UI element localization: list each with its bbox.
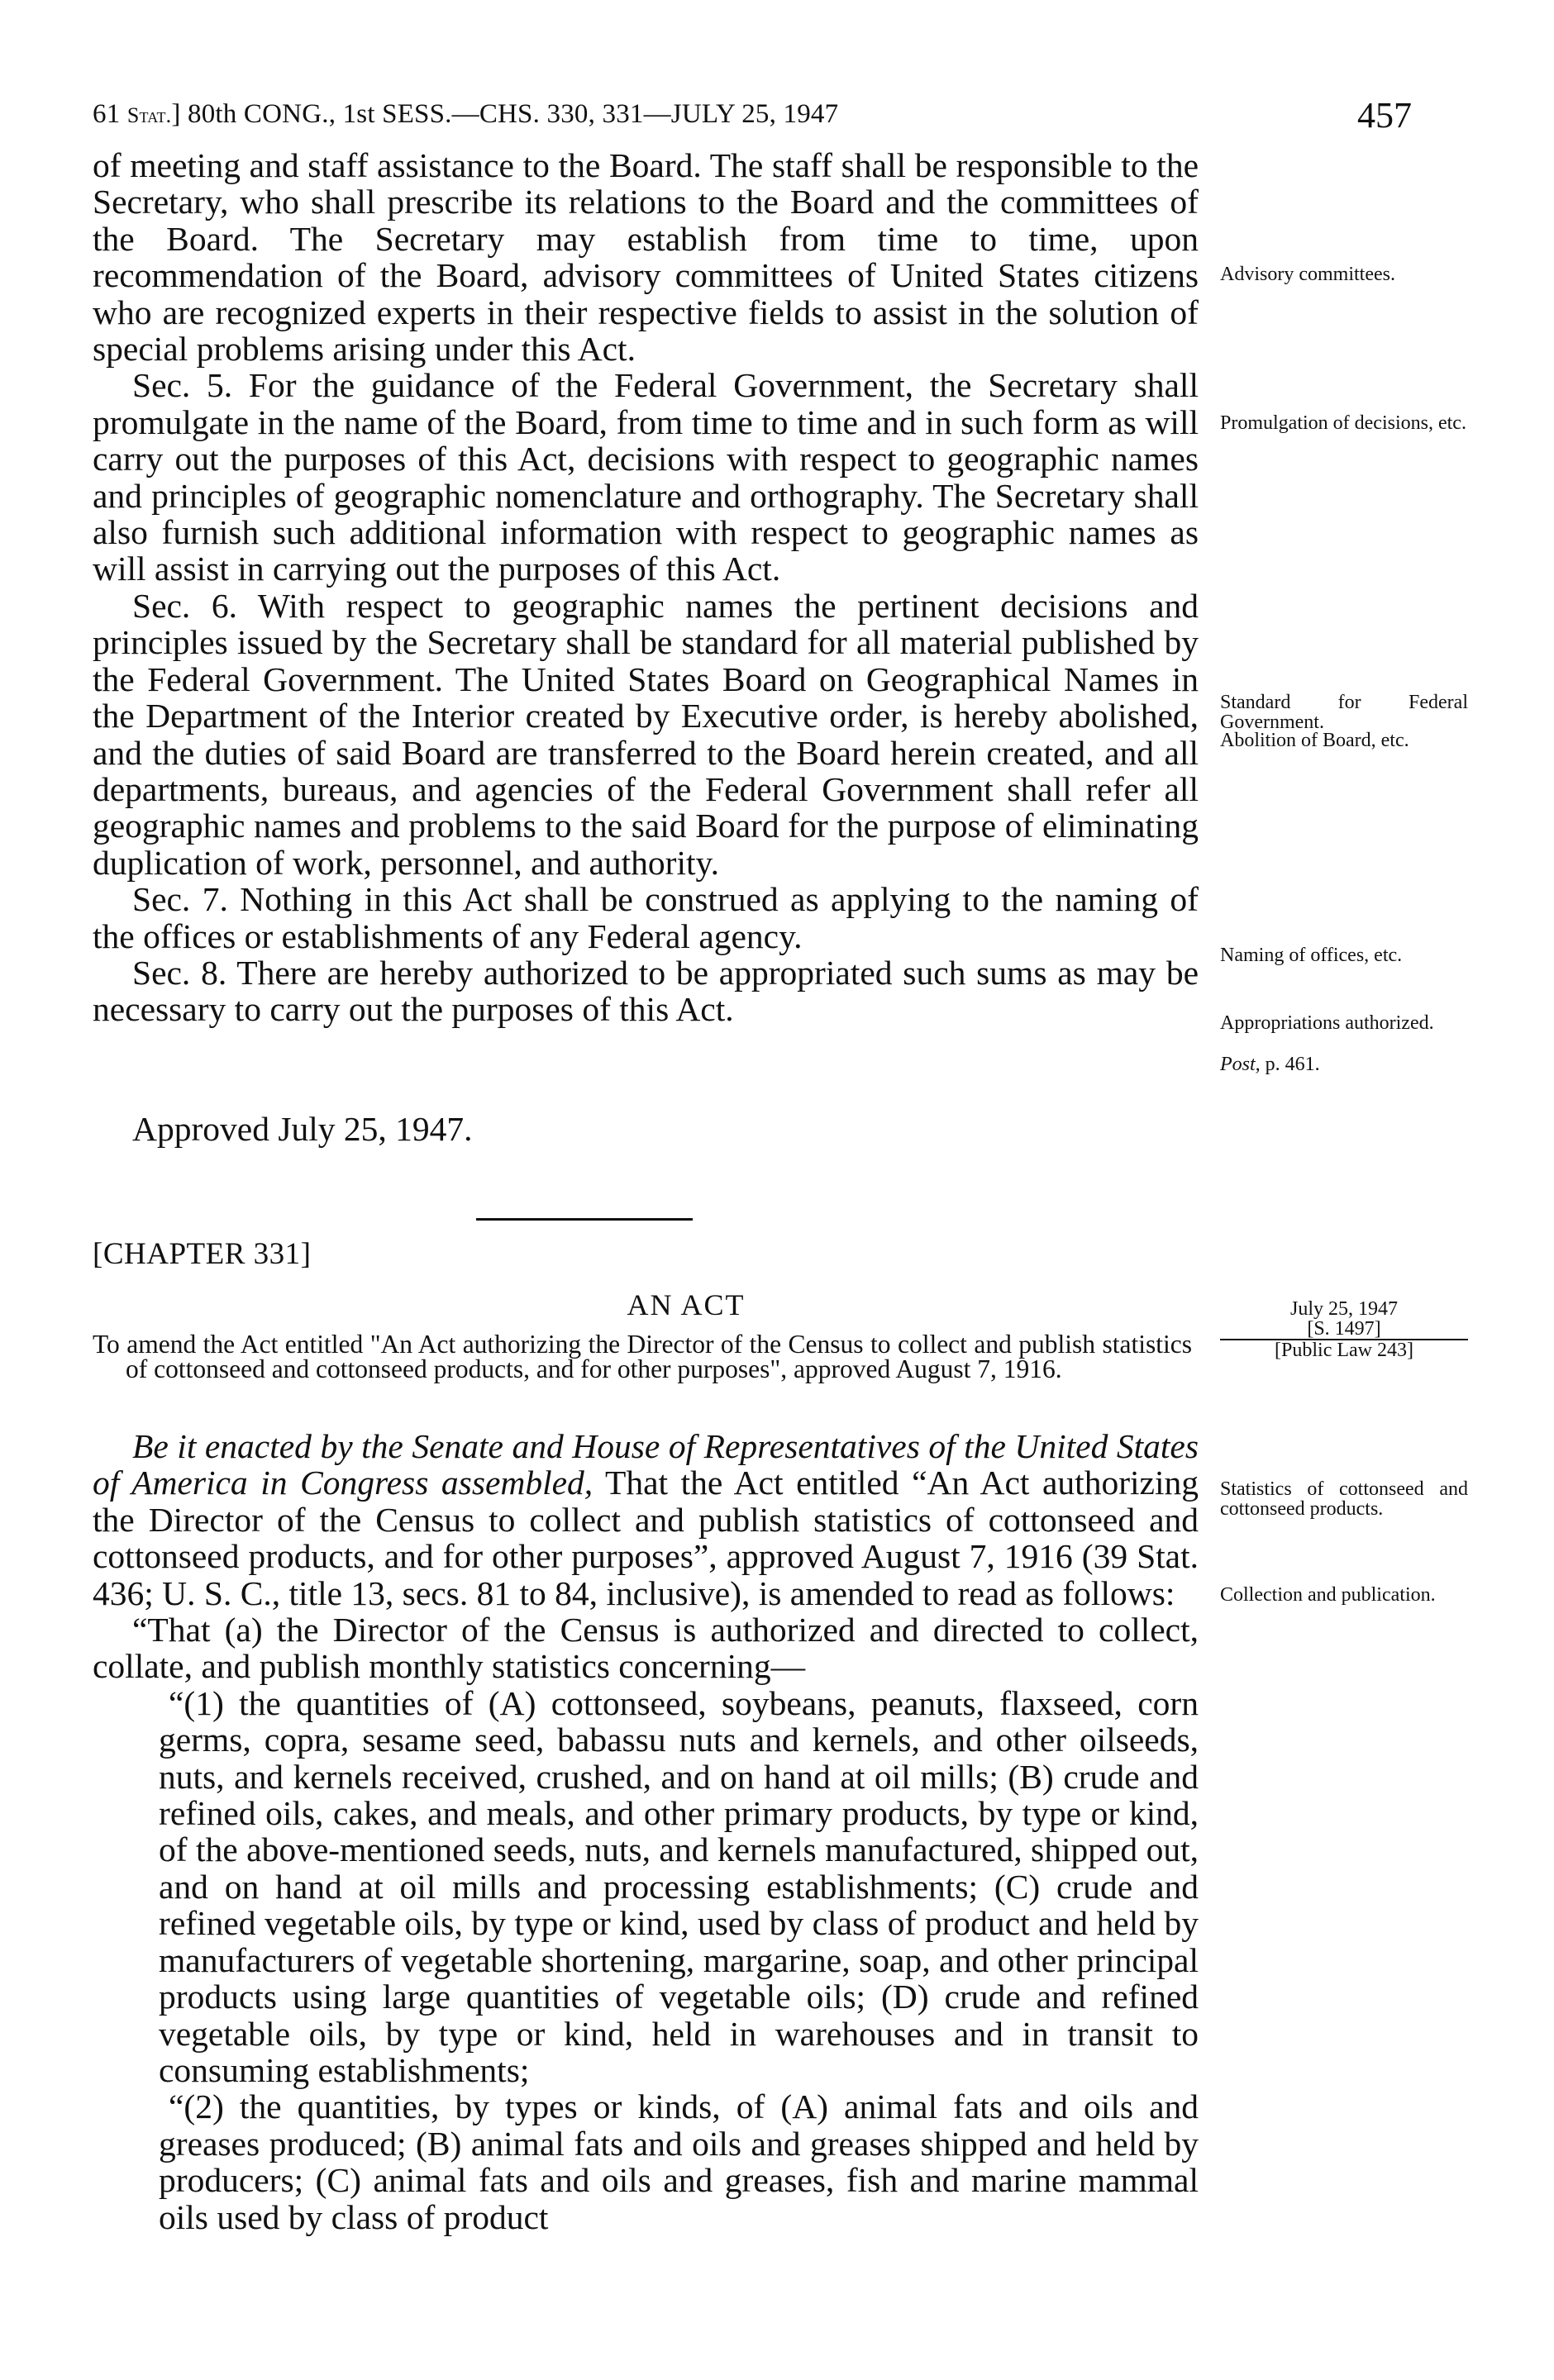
paragraph-sec-5: Sec. 5. For the guidance of the Federal Government, the Secretary shall promulgate in the name of the Board, from time to time and in such form as will carry out the purposes of this Act, decisions with respect to geographic names and principles of geographic nomenclature and orthography. The Secretary shall also furnish such additional information with respect to geographic names as will assist in carrying out the purposes of this Act. xyxy=(93,366,1199,588)
separator-rule xyxy=(476,1218,693,1221)
margin-note-standard: Standard for Federal Government. xyxy=(1220,692,1468,733)
approved-line: Approved July 25, 1947. xyxy=(132,1110,473,1148)
running-head xyxy=(93,99,838,130)
margin-note-collection: Collection and publication. xyxy=(1220,1584,1436,1606)
act-title-text: To amend the Act entitled "An Act authorizing the Director of the Census to collect and publish statistics of cottonseed and cottonseed products, and for other purposes", approved August 7, 1916. xyxy=(93,1330,1192,1383)
page-number: 457 xyxy=(1357,95,1412,136)
statutes-abbrev: Stat. xyxy=(126,103,172,127)
margin-note-abolition: Abolition of Board, etc. xyxy=(1220,730,1409,751)
paragraph-continuation: of meeting and staff assistance to the Board. The staff shall be responsible to the Secretary, who shall prescribe its relations to the Board and the committees of the Board. The Secretary may establish from time to time, upon recommendation of the Board, advisory committees of United States citizens who are recognized experts in their respective fields to assist in the solution of special problems arising under this Act. xyxy=(93,146,1199,369)
act-title xyxy=(93,1332,1192,1382)
margin-note-promulgation: Promulgation of decisions, etc. xyxy=(1220,412,1466,434)
date-block xyxy=(1220,1299,1468,1360)
act-heading: AN ACT xyxy=(627,1288,746,1321)
margin-note-naming: Naming of offices, etc. xyxy=(1220,945,1403,966)
enacting-rest: That the Act entitled “An Act authorizing the Director of the Census to collect and publish statistics of cottonseed and cottonseed products, and for other purposes”, approved August 7, 1916 (39 Stat. 436; U. S. C., title 13, secs. 81 to 84, inclusive), is amended to read as follows: xyxy=(93,1464,1199,1612)
volume-number: 61 xyxy=(93,99,127,129)
post-page: p. 461. xyxy=(1260,1054,1320,1075)
public-law-number: [Public Law 243] xyxy=(1275,1340,1413,1361)
margin-note-post xyxy=(1220,1054,1468,1074)
item-2: “(2) the quantities, by types or kinds, of (A) animal fats and oils and greases produced; (B) animal fats and oils and greases shipped and held by producers; (C) animal fats and oils and greases, fish and marine mammal oils used by class of product xyxy=(159,2087,1199,2236)
chapter-331-text xyxy=(93,1428,1199,2235)
enacting-clause: Be it enacted by the Senate and House of Representatives of the United States of America in Congress assembled, xyxy=(93,1427,1199,1502)
congress-session-chapters: ] 80th CONG., 1st SESS.—CHS. 330, 331—JULY 25, 1947 xyxy=(171,99,839,129)
item-1: “(1) the quantities of (A) cottonseed, soybeans, peanuts, flaxseed, corn germs, copra, sesame seed, babassu nuts and kernels, and other oilseeds, nuts, and kernels received, crushed, and on hand at oil mills; (B) crude and refined oils, cakes, and meals, and other primary products, by type or kind, of the above-mentioned seeds, nuts, and kernels manufactured, shipped out, and on hand at oil mills and processing establishments; (C) crude and refined vegetable oils, by type or kind, used by class of product and held by manufacturers of vegetable shortening, margarine, soap, and other principal products using large quantities of vegetable oils; (D) crude and refined vegetable oils, by type or kind, held in warehouses and in transit to consuming establishments; xyxy=(159,1683,1199,2089)
section-a: “That (a) the Director of the Census is authorized and directed to collect, collate, and publish monthly statistics concerning— xyxy=(93,1611,1199,1686)
chapter-label: [CHAPTER 331] xyxy=(93,1237,312,1271)
enacting-paragraph xyxy=(93,1428,1199,1611)
bill-number: [S. 1497] xyxy=(1220,1319,1468,1340)
post-reference: Post, xyxy=(1220,1054,1261,1075)
chapter-330-text xyxy=(93,147,1199,1028)
margin-note-statistics: Statistics of cottonseed and cottonseed products. xyxy=(1220,1478,1468,1520)
margin-note-advisory: Advisory committees. xyxy=(1220,264,1395,285)
approval-date: July 25, 1947 xyxy=(1289,1298,1398,1320)
paragraph-sec-6: Sec. 6. With respect to geographic names the pertinent decisions and principles issued by the Secretary shall be standard for all material published by the Federal Government. The United States Board on Geographical Names in the Department of the Interior created by Executive order, is hereby abolished, and the duties of said Board are transferred to the Board herein created, and all departments, bureaus, and agencies of the Federal Government shall refer all geographic names and problems to the said Board for the purpose of eliminating duplication of work, personnel, and authority. xyxy=(93,586,1199,882)
paragraph-sec-8: Sec. 8. There are hereby authorized to be appropriated such sums as may be necessary to carry out the purposes of this Act. xyxy=(93,953,1199,1029)
paragraph-sec-7: Sec. 7. Nothing in this Act shall be construed as applying to the naming of the offices or establishments of any Federal agency. xyxy=(93,880,1199,955)
margin-note-appropriations: Appropriations authorized. xyxy=(1220,1012,1434,1034)
